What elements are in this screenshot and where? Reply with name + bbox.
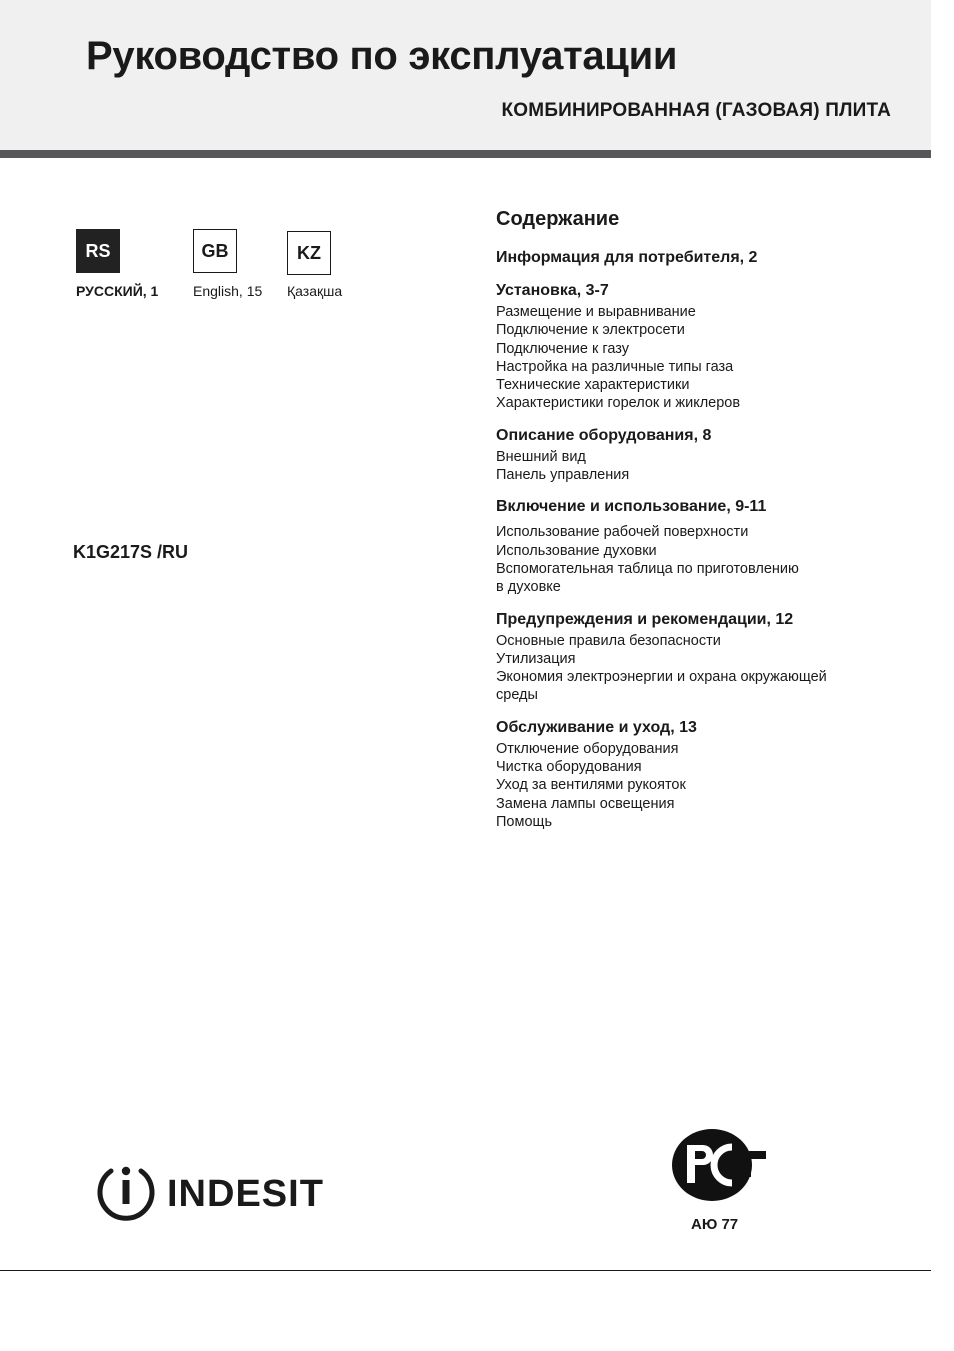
toc-section-title[interactable]: Установка, 3-7 [496,282,609,299]
toc-section [496,497,916,596]
language-label-rs: РУССКИЙ, 1 [76,283,159,299]
toc-heading: Содержание [496,208,620,230]
toc-item[interactable]: Использование рабочей поверхности [496,524,749,541]
pct-certification-icon [670,1127,770,1207]
footer-divider [0,1270,931,1271]
toc-item[interactable]: среды [496,687,538,704]
toc-item[interactable]: Внешний вид [496,448,586,465]
toc-section-title[interactable]: Описание оборудования, 8 [496,426,712,444]
indesit-logo [95,1158,327,1229]
certification-code: АЮ 77 [691,1216,739,1233]
language-code-rs: RS [76,229,120,273]
toc-section-title[interactable]: Информация для потребителя, 2 [496,249,758,266]
toc-item[interactable]: Вспомогательная таблица по приготовлению [496,560,799,577]
toc-section [496,281,916,413]
language-code-kz: KZ [287,231,331,275]
toc-section [496,426,916,485]
toc-item[interactable]: Панель управления [496,467,630,484]
toc-item[interactable]: Основные правила безопасности [496,632,721,649]
toc-item[interactable]: Технические характеристики [496,377,690,394]
toc-section-title[interactable]: Предупреждения и рекомендации, 12 [496,610,794,628]
language-gb[interactable] [193,229,263,299]
certification-mark [670,1127,770,1212]
toc-item[interactable]: Замена лампы освещения [496,795,675,812]
toc-section-title[interactable]: Обслуживание и уход, 13 [496,718,697,736]
toc-item[interactable]: Отключение оборудования [496,740,679,757]
table-of-contents [496,207,916,844]
toc-item[interactable]: Размещение и выравнивание [496,304,696,320]
toc-item[interactable]: Характеристики горелок и жиклеров [496,395,741,412]
toc-section-title[interactable]: Включение и использование, 9-11 [496,498,767,516]
toc-section [496,718,916,831]
toc-item[interactable]: Настройка на различные типы газа [496,358,734,375]
page-title: Руководство по эксплуатации [86,34,678,78]
model-number: K1G217S /RU [73,542,189,562]
toc-section [496,248,916,268]
toc-item[interactable]: Уход за вентилями рукояток [496,777,686,794]
language-kz[interactable] [287,231,343,299]
toc-item[interactable]: Подключение к газу [496,340,629,357]
toc-item[interactable]: Чистка оборудования [496,759,642,776]
header-divider [0,150,931,158]
language-code-gb: GB [193,229,237,273]
toc-item[interactable]: Помощь [496,813,553,830]
language-rs[interactable] [76,229,159,299]
language-label-gb: English, 15 [193,283,263,299]
toc-item[interactable]: Экономия электроэнергии и охрана окружающей [496,669,827,686]
page-subtitle: КОМБИНИРОВАННАЯ (ГАЗОВАЯ) ПЛИТА [501,100,891,121]
toc-section [496,610,916,705]
toc-item[interactable]: Подключение к электросети [496,322,685,339]
toc-item[interactable]: Использование духовки [496,542,657,559]
toc-item[interactable]: в духовке [496,579,561,596]
brand-name: INDESIT [167,1173,324,1215]
indesit-logo-icon [95,1158,327,1224]
language-label-kz: Қазақша [287,283,343,299]
toc-item[interactable]: Утилизация [496,650,576,667]
